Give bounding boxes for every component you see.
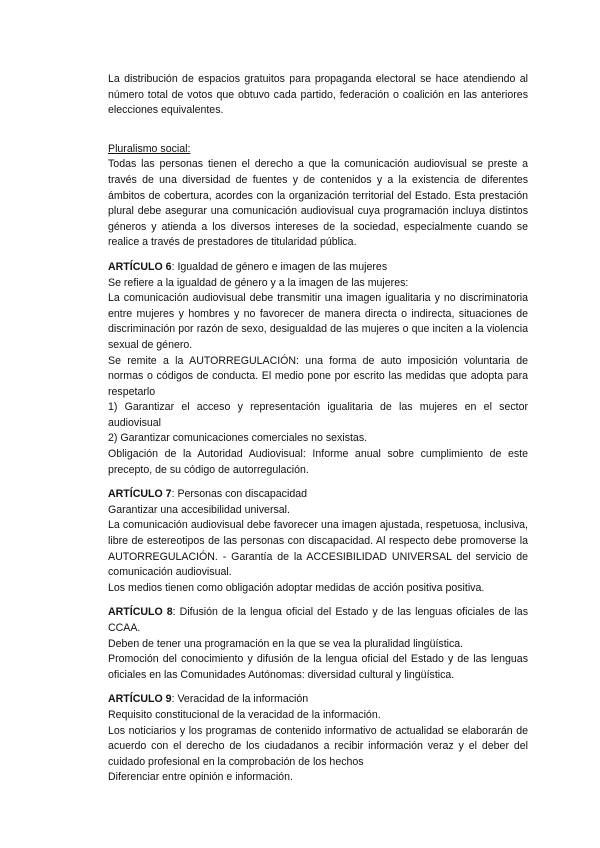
article-6-line: 2) Garantizar comunicaciones comerciales no sexistas.: [108, 432, 368, 445]
article-7-title: : Personas con discapacidad: [171, 488, 308, 501]
article-8-label: ARTÍCULO 8: [108, 606, 173, 619]
article-6-title: : Igualdad de género e imagen de las mujeres: [171, 260, 388, 273]
article-9-section: [108, 692, 528, 786]
article-6-section: [108, 260, 528, 478]
article-8-heading: [108, 605, 528, 636]
document-page: [108, 72, 528, 786]
article-6-line: 1) Garantizar el acceso y representación igualitaria de las mujeres en el sector audiovisual: [108, 401, 528, 429]
article-9-heading: [108, 692, 528, 708]
article-6-line: Se remite a la AUTORREGULACIÓN: una forma de auto imposición voluntaria de normas o códigos de conducta. El medio pone por escrito las medidas que adopta para respetarlo: [108, 354, 528, 398]
article-7-section: [108, 487, 528, 596]
article-6-line: Obligación de la Autoridad Audiovisual: Informe anual sobre cumplimiento de este precepto, de su código de autorregulación.: [108, 448, 528, 476]
article-6-line: La comunicación audiovisual debe transmitir una imagen igualitaria y no discriminatoria entre mujeres y hombres y no favorecer de manera directa o indirecta, situaciones de discriminación por razón de sexo, desigualdad de las mujeres o que inciten a la violencia sexual de género.: [108, 292, 528, 351]
article-7-label: ARTÍCULO 7: [108, 488, 172, 501]
pluralismo-heading: Pluralismo social:: [108, 142, 191, 155]
article-8-line: Promoción del conocimiento y difusión de la lengua oficial del Estado y de las lenguas oficiales en las Comunidades Autónomas: diversidad cultural y lingüística.: [108, 653, 528, 681]
pluralismo-section: [108, 142, 528, 251]
article-9-line: Diferenciar entre opinión e información.: [108, 771, 293, 784]
intro-paragraph: La distribución de espacios gratuitos para propaganda electoral se hace atendiendo al número total de votos que obtuvo cada partido, federación o coalición en las anteriores elecciones equivalentes.: [108, 73, 528, 117]
article-7-line: Garantizar una accesibilidad universal.: [108, 503, 290, 516]
article-9-title: : Veracidad de la información: [171, 693, 309, 706]
article-9-label: ARTÍCULO 9: [108, 693, 172, 706]
article-6-label: ARTÍCULO 6: [108, 260, 172, 273]
article-9-line: Los noticiarios y los programas de contenido informativo de actualidad se elaborarán de acuerdo con el derecho de los ciudadanos a recibir información veraz y el deber del cuidado profesional en la comprobación de los hechos: [108, 724, 528, 768]
article-7-heading: [108, 487, 528, 503]
article-8-section: [108, 605, 528, 683]
article-6-line: Se refiere a la igualdad de género y a la imagen de las mujeres:: [108, 276, 409, 289]
article-9-line: Requisito constitucional de la veracidad de la información.: [108, 708, 381, 721]
pluralismo-paragraph: Todas las personas tienen el derecho a que la comunicación audiovisual se preste a través de una diversidad de fuentes y de contenidos y a la existencia de diferentes ámbitos de cobertura, acordes con la organización territorial del Estado. Esta prestación plural debe asegurar una comunicación audiovisual cuya programación incluya distintos géneros y atienda a los diversos intereses de la sociedad, especialmente cuando se realice a través de prestadores de titularidad pública.: [108, 158, 528, 249]
article-8-title: : Difusión de la lengua oficial del Estado y de las lenguas oficiales de las CCAA.: [108, 606, 528, 634]
article-7-line: Los medios tienen como obligación adoptar medidas de acción positiva positiva.: [108, 581, 485, 594]
article-7-line: La comunicación audiovisual debe favorecer una imagen ajustada, respetuosa, inclusiva, libre de estereotipos de las personas con discapacidad. Al respecto debe promoverse la AUTORREGULACIÓN. - Garantía de la ACCESIBILIDAD UNIVERSAL del servicio de comunicación audiovisual.: [108, 519, 528, 579]
article-8-line: Deben de tener una programación en la que se vea la pluralidad lingüística.: [108, 637, 464, 650]
article-6-heading: [108, 260, 528, 276]
